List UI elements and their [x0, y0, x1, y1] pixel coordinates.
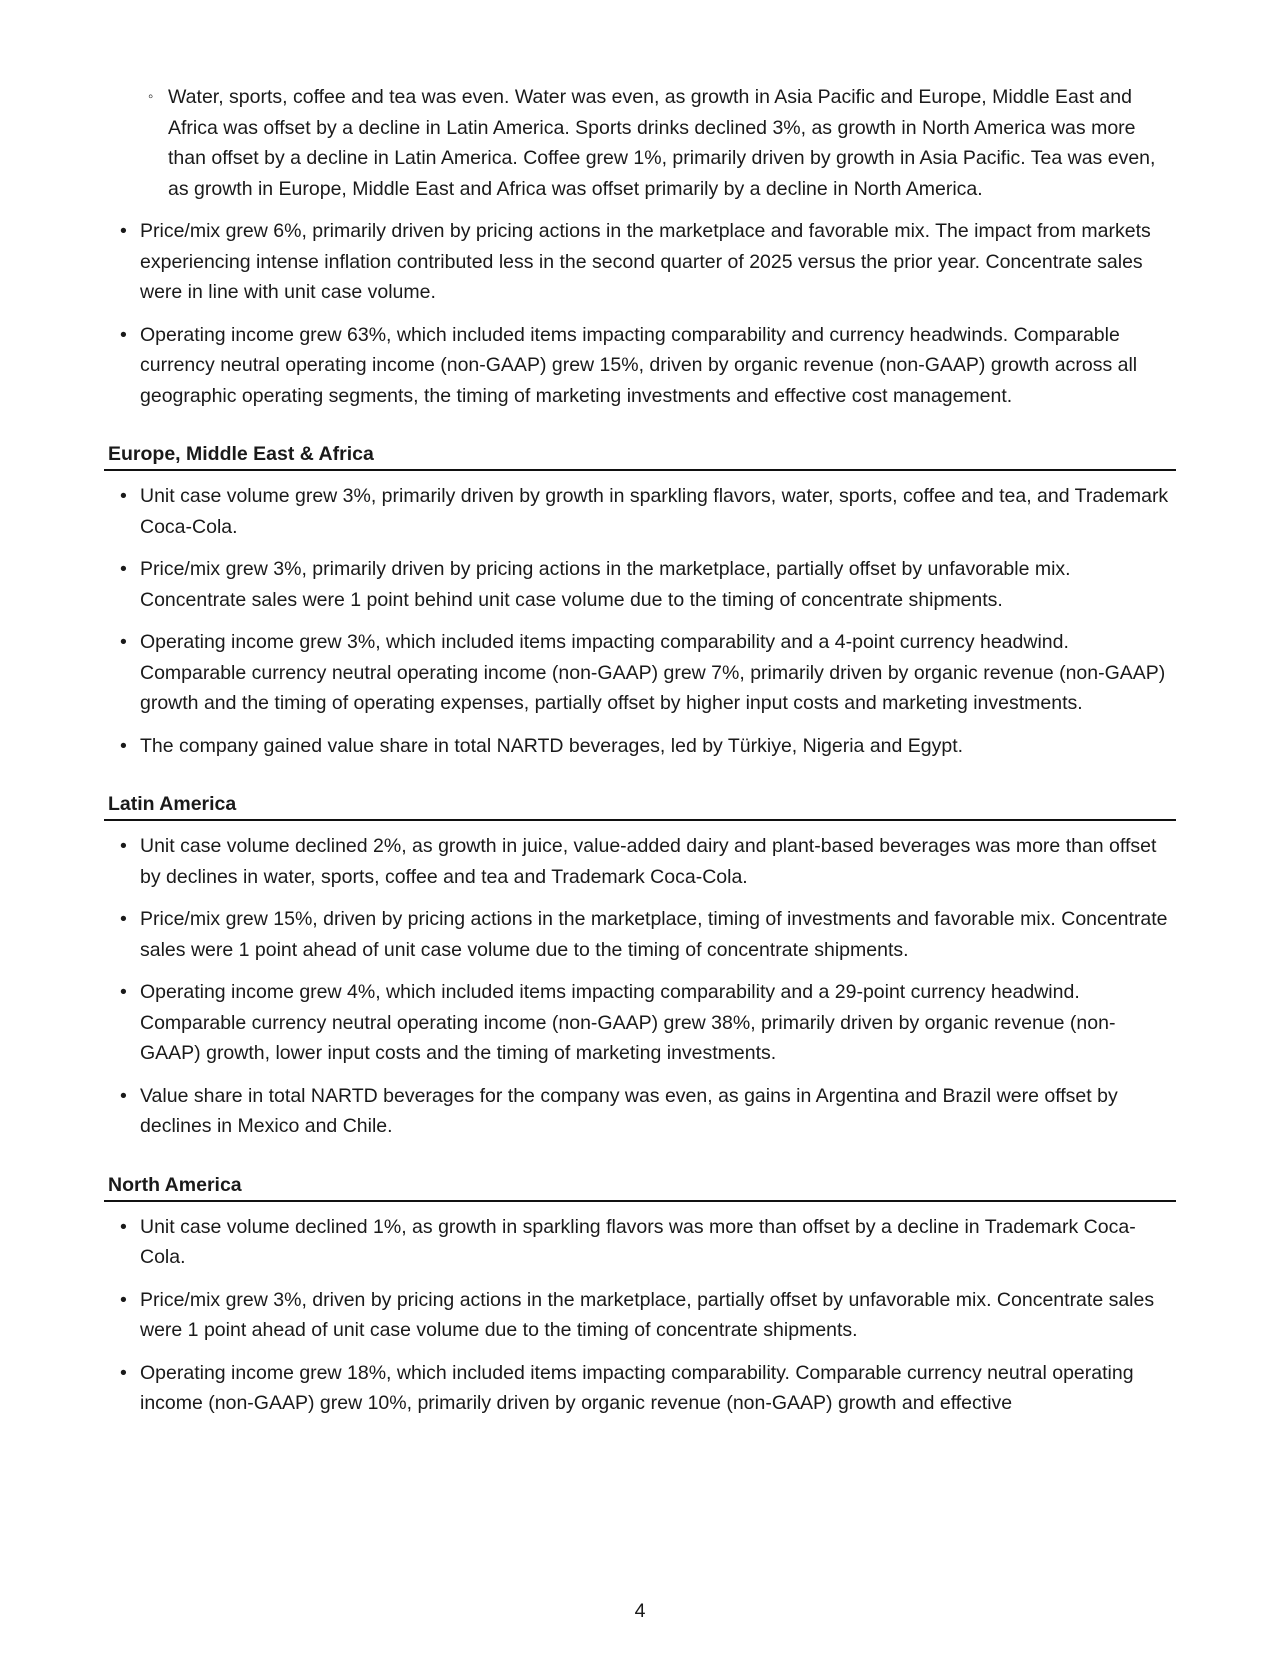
bullet-icon: • — [120, 1084, 127, 1107]
section-bullet-list — [104, 831, 1176, 1142]
list-item — [104, 731, 1176, 762]
bullet-icon: • — [120, 734, 127, 757]
bullet-icon: • — [120, 220, 127, 242]
bullet-text: Unit case volume grew 3%, primarily driven by growth in sparkling flavors, water, sports, coffee and tea, and Trademark Coca-Cola. — [140, 485, 1169, 538]
section-heading: Europe, Middle East & Africa — [104, 441, 1176, 471]
bullet-text: The company gained value share in total NARTD beverages, led by Türkiye, Nigeria and Egypt. — [140, 734, 964, 757]
list-item — [104, 216, 1176, 308]
page-number: 4 — [634, 1600, 646, 1622]
section-emea — [104, 441, 1176, 761]
hollow-bullet-icon: ◦ — [148, 88, 154, 105]
list-item — [104, 627, 1176, 719]
section-heading: Latin America — [104, 791, 1176, 821]
bullet-text: Price/mix grew 3%, primarily driven by pricing actions in the marketplace, partially offset by unfavorable mix. Concentrate sales were 1 point behind unit case volume due to the timing of concentrate shipments. — [140, 558, 1071, 611]
bullet-text: Unit case volume declined 1%, as growth in sparkling flavors was more than offset by a decline in Trademark Coca-Cola. — [140, 1215, 1136, 1268]
bullet-icon: • — [120, 323, 127, 346]
bullet-icon: • — [120, 1215, 127, 1238]
list-item — [104, 1212, 1176, 1273]
bullet-icon: • — [120, 908, 127, 930]
bullet-icon: • — [120, 1361, 127, 1384]
section-bullet-list — [104, 481, 1176, 761]
section-bullet-list — [104, 1212, 1176, 1419]
bullet-text: Unit case volume declined 2%, as growth in juice, value-added dairy and plant-based beverages was more than offset by declines in water, sports, coffee and tea and Trademark Coca-Cola. — [140, 835, 1157, 888]
sub-bullet-item — [104, 82, 1176, 204]
list-item — [104, 554, 1176, 615]
bullet-icon: • — [120, 558, 127, 580]
section-latin-america — [104, 791, 1176, 1142]
bullet-text: Operating income grew 63%, which included items impacting comparability and currency headwinds. Comparable currency neutral operating income (non-GAAP) grew 15%, driven by organic revenue (non-GAAP) growth across all geographic operating segments, the timing of marketing investments and effective cost management. — [140, 323, 1138, 407]
bullet-icon: • — [120, 631, 127, 653]
bullet-text: Price/mix grew 6%, primarily driven by pricing actions in the marketplace and favorable mix. The impact from markets experiencing intense inflation contributed less in the second quarter of 2025 versus the prior year. Concentrate sales were in line with unit case volume. — [140, 220, 1151, 303]
list-item — [104, 1285, 1176, 1346]
intro-bullet-list — [104, 216, 1176, 411]
list-item — [104, 904, 1176, 965]
bullet-icon: • — [120, 485, 127, 507]
list-item — [104, 320, 1176, 412]
bullet-text: Operating income grew 4%, which included items impacting comparability and a 29-point currency headwind. Comparable currency neutral operating income (non-GAAP) grew 38%, primarily driven by organic revenue (non-GAAP) growth, lower input costs and the timing of marketing investments. — [140, 981, 1116, 1064]
bullet-icon: • — [120, 1288, 127, 1311]
section-heading: North America — [104, 1172, 1176, 1202]
bullet-icon: • — [120, 981, 127, 1003]
section-north-america — [104, 1172, 1176, 1419]
bullet-text: Operating income grew 3%, which included items impacting comparability and a 4-point currency headwind. Comparable currency neutral operating income (non-GAAP) grew 7%, primarily driven by organic revenue (non-GAAP) growth and the timing of operating expenses, partially offset by higher input costs and marketing investments. — [140, 631, 1166, 714]
sub-bullet-text: Water, sports, coffee and tea was even. Water was even, as growth in Asia Pacific and Europe, Middle East and Africa was offset by a decline in Latin America. Sports drinks declined 3%, as growth in North America was more than offset by a decline in Latin America. Coffee grew 1%, primarily driven by growth in Asia Pacific. Tea was even, as growth in Europe, Middle East and Africa was offset primarily by a decline in North America. — [168, 86, 1156, 200]
bullet-text: Operating income grew 18%, which included items impacting comparability. Comparable currency neutral operating income (non-GAAP) grew 10%, primarily driven by organic revenue (non-GAAP) growth and effective — [140, 1361, 1134, 1414]
list-item — [104, 481, 1176, 542]
bullet-text: Price/mix grew 3%, driven by pricing actions in the marketplace, partially offset by unfavorable mix. Concentrate sales were 1 point ahead of unit case volume due to the timing of concentrate shipments. — [140, 1288, 1155, 1341]
list-item — [104, 831, 1176, 892]
list-item — [104, 1081, 1176, 1142]
bullet-text: Price/mix grew 15%, driven by pricing actions in the marketplace, timing of investments and favorable mix. Concentrate sales were 1 point ahead of unit case volume due to the timing of concentrate shipments. — [140, 908, 1168, 961]
list-item — [104, 977, 1176, 1069]
bullet-icon: • — [120, 835, 127, 857]
list-item — [104, 1358, 1176, 1419]
page-content — [104, 82, 1176, 1431]
bullet-text: Value share in total NARTD beverages for the company was even, as gains in Argentina and Brazil were offset by declines in Mexico and Chile. — [140, 1084, 1118, 1137]
